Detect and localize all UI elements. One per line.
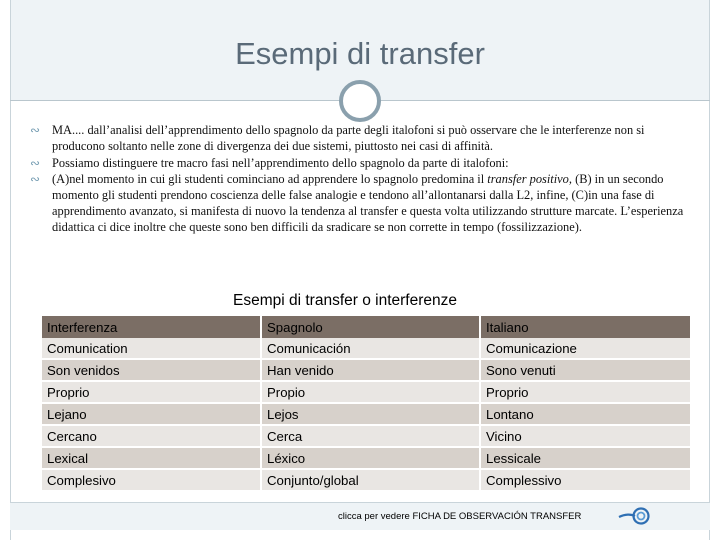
table-row bbox=[42, 447, 691, 469]
table-cell: Cercano bbox=[42, 425, 261, 447]
table-row bbox=[42, 359, 691, 381]
table-row bbox=[42, 403, 691, 425]
table-cell: Comunicazione bbox=[480, 338, 691, 359]
column-header-italiano: Italiano bbox=[480, 316, 691, 338]
table-cell: Lejos bbox=[261, 403, 480, 425]
table-cell: Conjunto/global bbox=[261, 469, 480, 491]
table-cell: Comunicación bbox=[261, 338, 480, 359]
table-cell: Cerca bbox=[261, 425, 480, 447]
table-cell: Complessivo bbox=[480, 469, 691, 491]
column-header-spagnolo: Spagnolo bbox=[261, 316, 480, 338]
frame-line-right bbox=[709, 0, 710, 540]
ficha-link[interactable]: clicca per vedere FICHA DE OBSERVACIÓN TRANSFER bbox=[338, 511, 582, 522]
table-cell: Lontano bbox=[480, 403, 691, 425]
slide-title: Esempi di transfer bbox=[235, 36, 485, 71]
table-row bbox=[42, 469, 691, 491]
column-header-interferenza: Interferenza bbox=[42, 316, 261, 338]
bullet-text: Possiamo distinguere tre macro fasi nell’apprendimento dello spagnolo da parte di italofoni: bbox=[52, 155, 509, 170]
bullet-swirl-icon: ∾ bbox=[30, 123, 41, 137]
table-cell: Lejano bbox=[42, 403, 261, 425]
examples-table bbox=[42, 316, 692, 492]
bullet-list bbox=[30, 123, 692, 237]
bullet-item bbox=[30, 123, 692, 155]
table-header-row bbox=[42, 316, 691, 338]
table-cell: Léxico bbox=[261, 447, 480, 469]
table-cell: Complesivo bbox=[42, 469, 261, 491]
table-cell: Vicino bbox=[480, 425, 691, 447]
table-cell: Sono venuti bbox=[480, 359, 691, 381]
bullet-text: MA.... dall’analisi dell’apprendimento dello spagnolo da parte degli italofoni si può osservare che le interferenze non si producono soltanto nelle zone di divergenza dei due sistemi, piuttosto nei casi di affinità. bbox=[52, 123, 645, 153]
table-cell: Proprio bbox=[480, 381, 691, 403]
bullet-item bbox=[30, 156, 692, 172]
bullet-swirl-icon: ∾ bbox=[30, 155, 41, 170]
table-row bbox=[42, 381, 691, 403]
bullet-item bbox=[30, 172, 692, 235]
table-title: Esempi di transfer o interferenze bbox=[233, 292, 457, 309]
table-cell: Son venidos bbox=[42, 359, 261, 381]
bullet-text-pre: (A)nel momento in cui gli studenti cominciano ad apprendere lo spagnolo predomina il bbox=[52, 172, 488, 187]
table-cell: Proprio bbox=[42, 381, 261, 403]
table-cell: Lexical bbox=[42, 447, 261, 469]
table-cell: Propio bbox=[261, 381, 480, 403]
swirl-icon[interactable] bbox=[617, 505, 651, 527]
table-row bbox=[42, 338, 691, 359]
table-cell: Lessicale bbox=[480, 447, 691, 469]
bullet-text-emphasis: transfer positivo, bbox=[487, 172, 572, 187]
ring-ornament-icon bbox=[339, 80, 381, 122]
table-cell: Han venido bbox=[261, 359, 480, 381]
bullet-text-post: (B) in un secondo momento gli studenti prendono coscienza delle false analogie e tendono all’allontanarsi dalla L2, infine, (C)in una fase di apprendimento avanzato, si manifesta di nuovo la tendenza al transfer e questa volta utilizzando strutture marcate. L’esperienza didattica ci dice inoltre che queste sono ben difficili da sradicare se non corrette in tempo (fossilizzazione). bbox=[52, 172, 684, 234]
frame-line-left bbox=[10, 0, 11, 540]
table-row bbox=[42, 425, 691, 447]
bullet-swirl-icon: ∾ bbox=[30, 172, 41, 187]
table-cell: Comunication bbox=[42, 338, 261, 359]
